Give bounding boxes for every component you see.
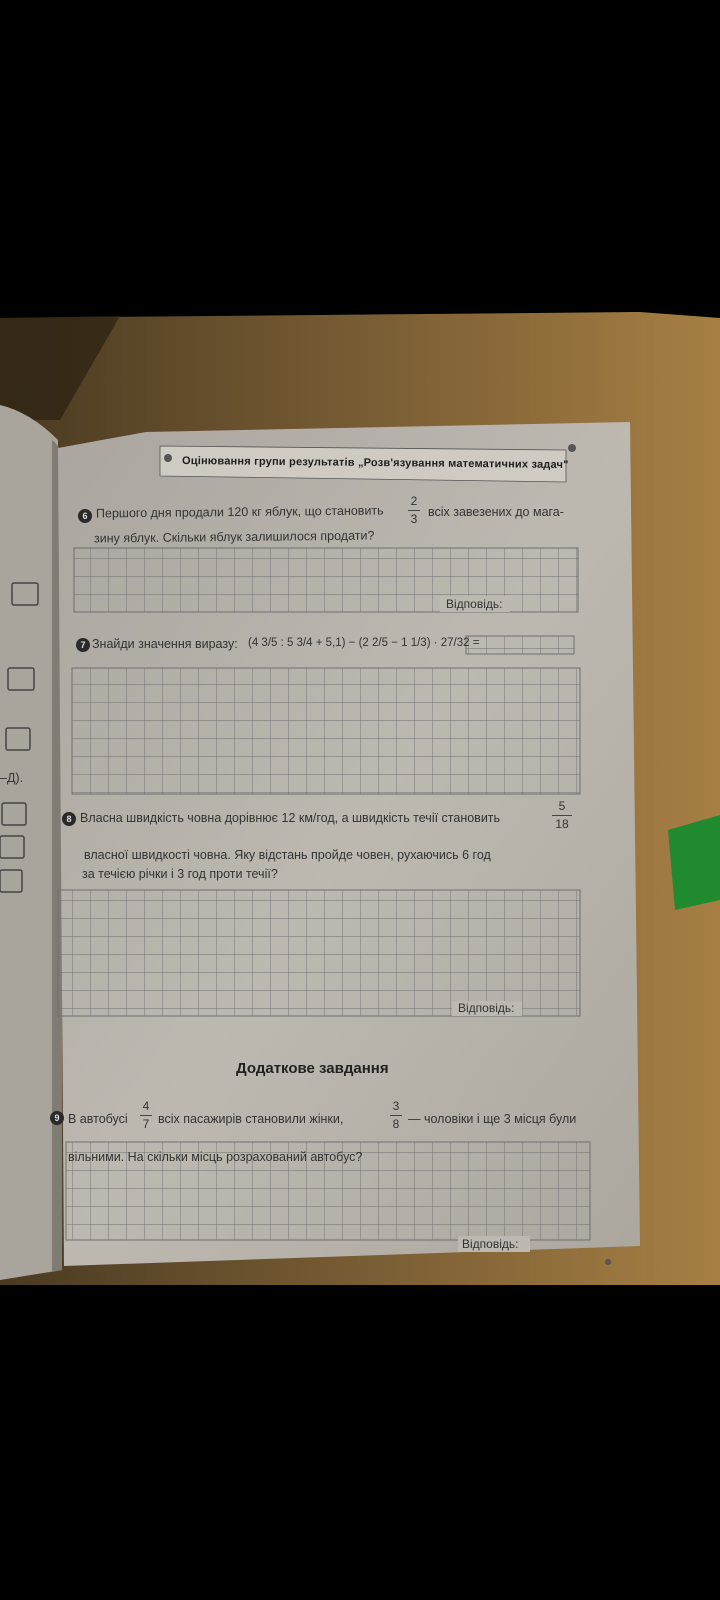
task-7-text: Знайди значення виразу: [92, 637, 238, 651]
task-9-answer-label: Відповідь: [462, 1237, 519, 1251]
fraction-numerator: 3 [392, 1099, 400, 1113]
task-6-fraction [408, 494, 420, 527]
extra-task-heading: Додаткове завдання [236, 1060, 389, 1077]
fraction-denominator: 8 [392, 1117, 400, 1131]
fraction-numerator: 2 [410, 494, 418, 508]
fraction-denominator: 7 [142, 1117, 150, 1131]
task-9-fraction-b [390, 1099, 402, 1132]
task-8-fraction [552, 799, 572, 832]
fraction-denominator: 18 [555, 817, 569, 831]
task-6-text-line1: Першого дня продали 120 кг яблук, що становить [95, 503, 384, 521]
fraction-numerator: 5 [558, 799, 566, 813]
grid-task-8 [58, 890, 580, 1016]
task-8-answer-label: Відповідь: [458, 1001, 515, 1015]
left-page-margin-text: –Д). [0, 771, 24, 785]
green-object [668, 815, 720, 910]
task-9-fraction-a [140, 1099, 152, 1132]
task-8-text-line1: Власна швидкість човна дорівнює 12 км/год, а швидкість течії становить [80, 811, 501, 825]
task-6-text-line1-end: всіх завезених до мага- [428, 505, 564, 519]
fraction-numerator: 4 [142, 1099, 150, 1113]
task-8-number: 8 [62, 812, 76, 826]
task-6-answer-label: Відповідь: [446, 597, 503, 611]
task-9-number: 9 [50, 1111, 64, 1125]
answer-cells-task-7 [466, 636, 574, 654]
grid-task-7 [72, 668, 580, 794]
task-6-text-line2: зину яблук. Скільки яблук залишилося продати? [93, 528, 375, 546]
task-9-text-b: всіх пасажирів становили жінки, [158, 1112, 344, 1126]
task-9-text-a: В автобусі [68, 1112, 128, 1126]
task-7-expression: (4 3/5 : 5 3/4 + 5,1) − (2 2/5 − 1 1/3) · 27/32 = [248, 637, 480, 649]
fraction-denominator: 3 [410, 512, 418, 526]
task-9-text-line2: вільними. На скільки місць розрахований автобус? [68, 1150, 363, 1164]
task-8-text-line3: за течією річки і 3 год проти течії? [82, 867, 278, 881]
task-8-text-line2: власної швидкості човна. Яку відстань пройде човен, рухаючись 6 год [84, 848, 491, 862]
task-9-text-c: — чоловіки і ще 3 місця були [408, 1112, 577, 1126]
task-6-number: 6 [78, 509, 92, 523]
page-header-title: Оцінювання групи результатів „Розв'язування математичних задач" [181, 454, 569, 472]
task-7-number: 7 [76, 638, 90, 652]
